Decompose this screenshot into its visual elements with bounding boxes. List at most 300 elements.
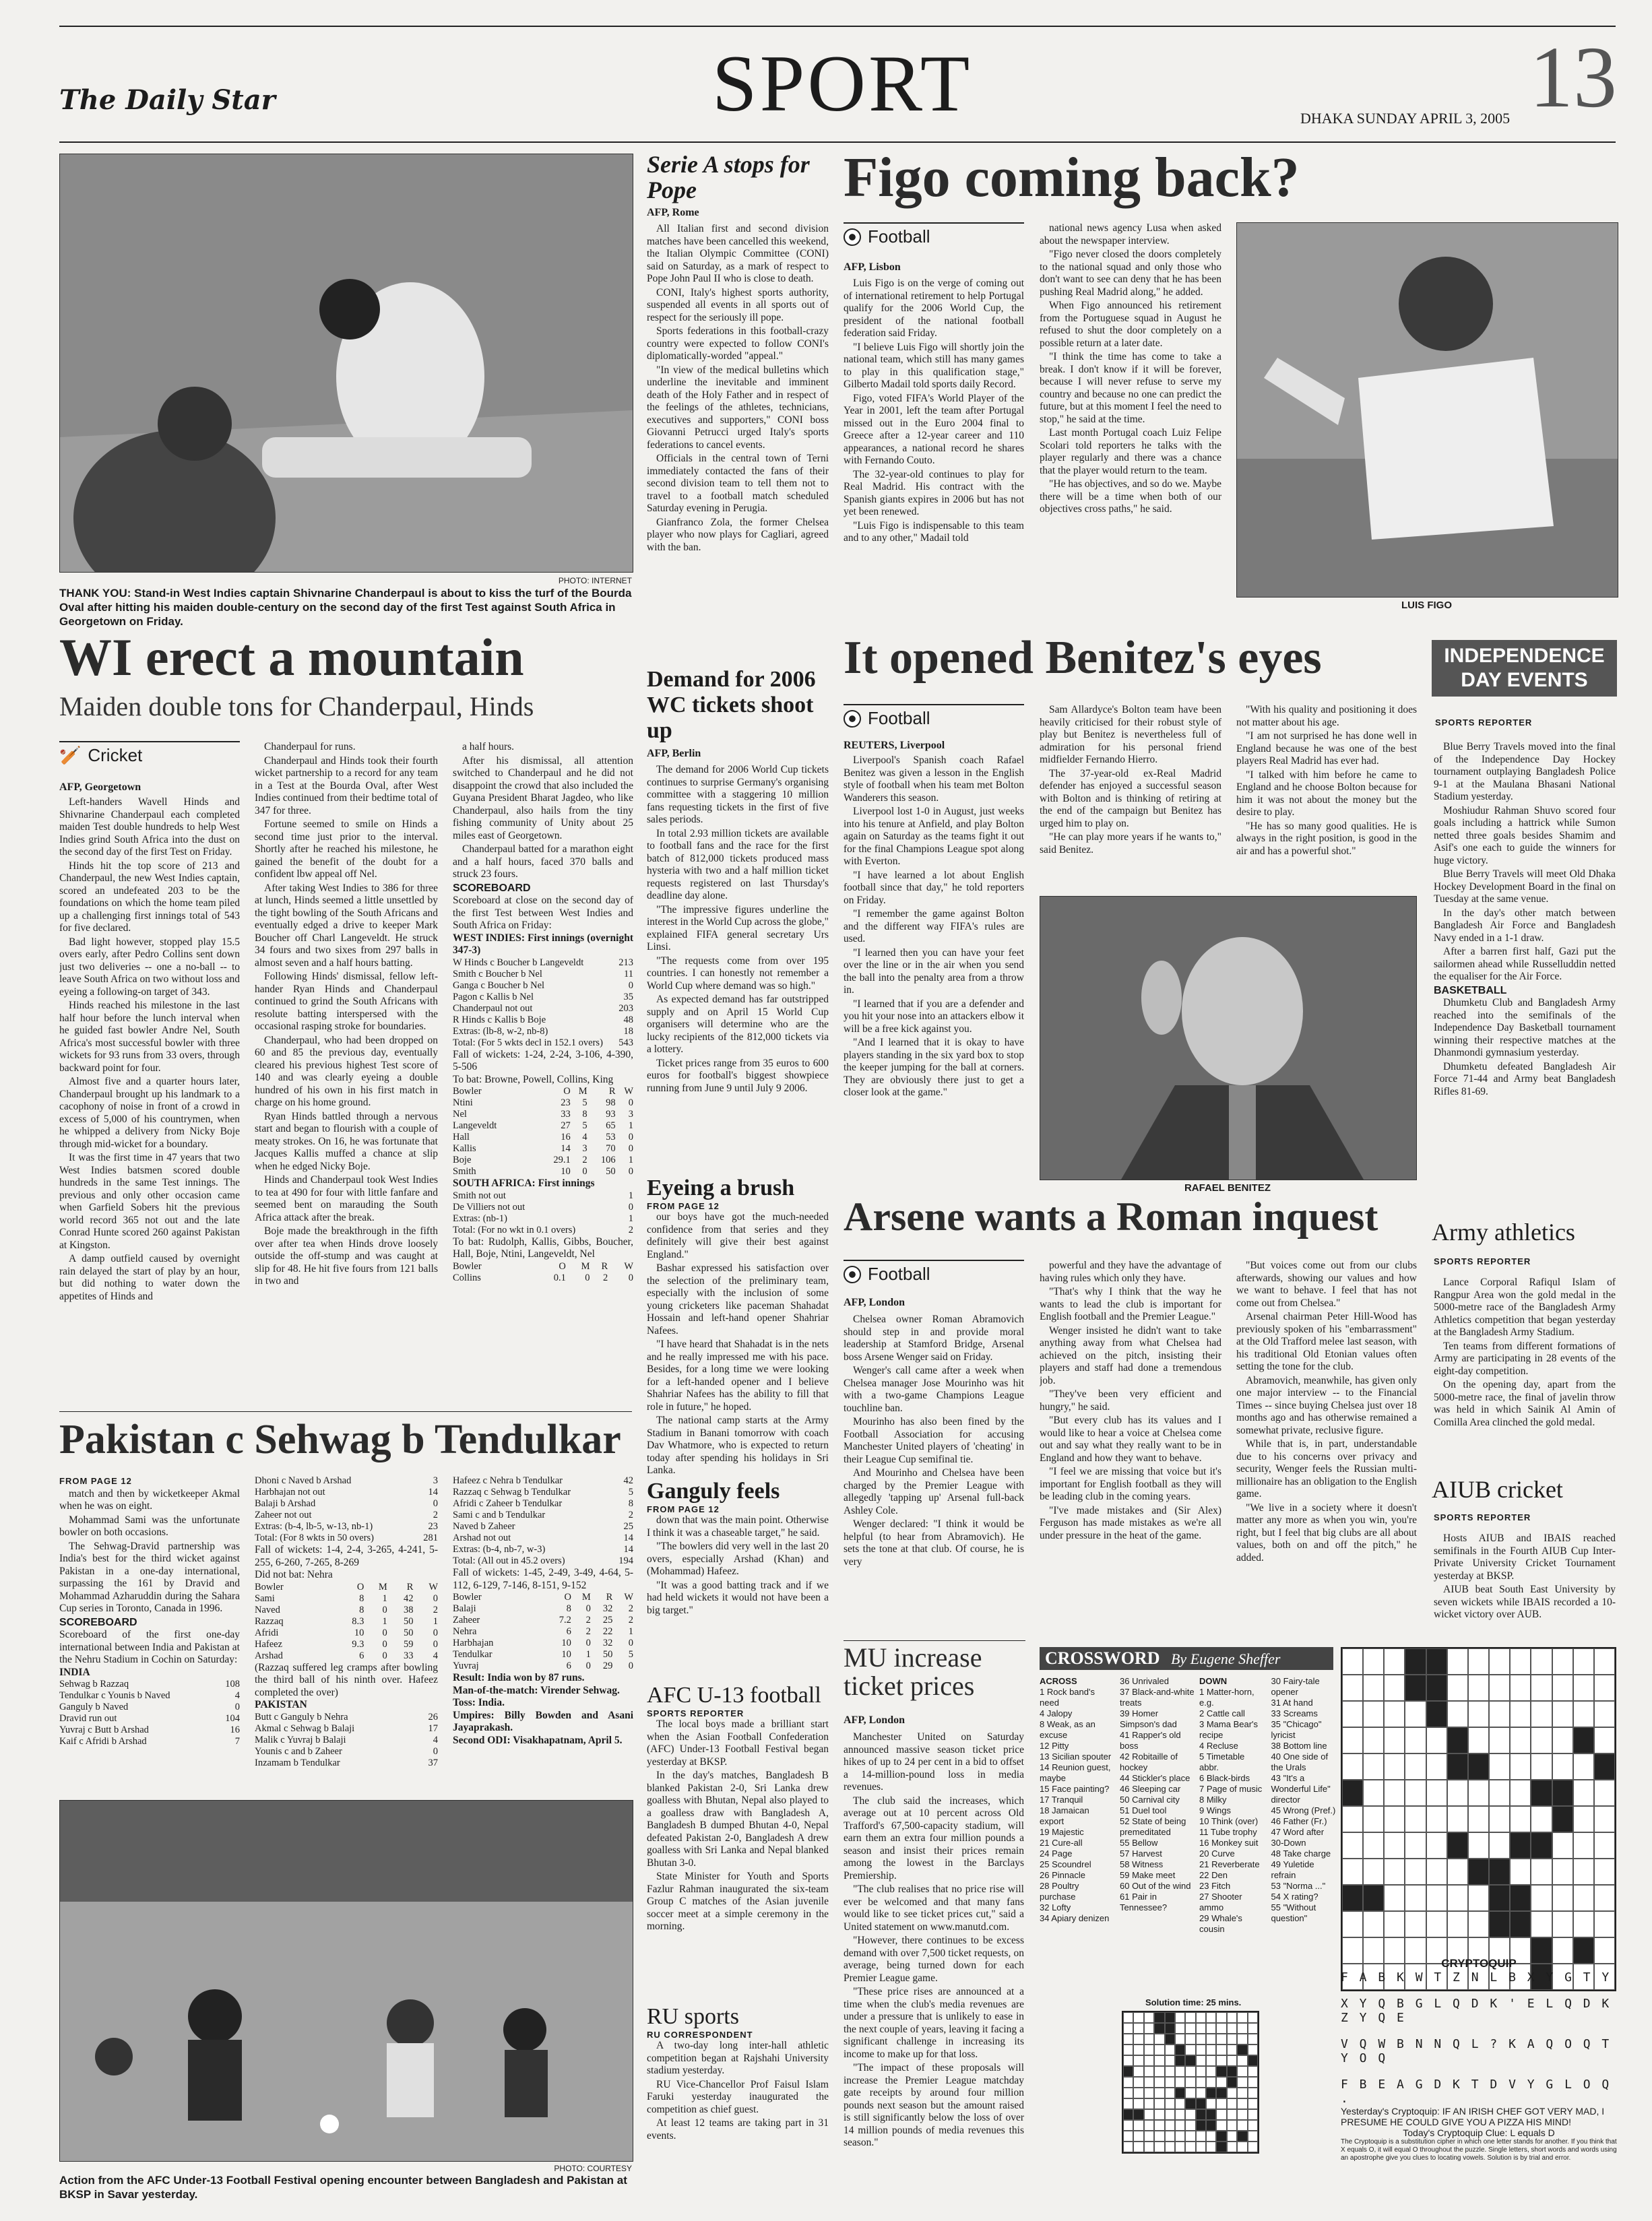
crossword-cell[interactable]: [1447, 1806, 1468, 1832]
crossword-cell[interactable]: [1489, 1806, 1510, 1832]
pak-p2: Mohammad Sami was the unfortunate bowler on both occasions.: [59, 1514, 240, 1538]
crossword-cell[interactable]: [1594, 1832, 1615, 1859]
paper-logo: The Daily Star: [59, 84, 276, 116]
crossword-cell[interactable]: [1594, 1859, 1615, 1885]
pak-scoreboard-title: SCOREBOARD: [59, 1616, 137, 1628]
crossword-cell[interactable]: [1510, 1675, 1531, 1701]
crossword-cell[interactable]: [1531, 1701, 1552, 1727]
crossword-cell[interactable]: [1468, 1885, 1489, 1911]
bowling-row: Hall 16 4 53 0: [453, 1132, 633, 1142]
solution-cell: [1154, 2077, 1164, 2088]
solution-cell: [1144, 2045, 1154, 2055]
score-row: Balaji b Arshad 0: [255, 1498, 438, 1509]
aiub-p1: Hosts AIUB and IBAIS reached semifinals in the Fourth AIUB Cup Inter-Private University Cricket Tournament yesterday at BKSP.: [1434, 1533, 1616, 1582]
arsene-kicker: Football: [844, 1260, 1024, 1285]
afc-p3: State Minister for Youth and Sports Fazlur Rahman inaugurated the six-team Group C matches of the Asian juvenile soccer meet at a simple ceremony in the morning.: [647, 1871, 829, 1932]
wi-c2-p9: Boje made the breakthrough in the fifth over after tea when Hinds drove loosely outside the off-stump and was caught at slip for 48. He hit five fours from 121 balls in two and: [255, 1225, 438, 1287]
crossword-cell[interactable]: [1426, 1806, 1447, 1832]
arsene-c1-p5: Wenger declared: "I think it would be helpful (to hear from Abramovich). He sets the tone at that club. Of course, he is very: [844, 1518, 1024, 1568]
crossword-cell[interactable]: [1405, 1859, 1426, 1885]
crossword-title: CROSSWORD By Eugene Sheffer: [1040, 1647, 1333, 1670]
crossword-cell[interactable]: [1363, 1806, 1384, 1832]
football-icon: [844, 228, 861, 246]
solution-cell: [1175, 2034, 1185, 2045]
basketball-p1: Dhumketu Club and Bangladesh Army reached into the semifinals of the Independence Day Basketball tournament winning their respective matches at the Dhanmondi gymnasium yesterday.: [1434, 997, 1616, 1058]
crossword-cell[interactable]: [1468, 1780, 1489, 1806]
solution-cell: [1154, 2055, 1164, 2066]
crossword-cell[interactable]: [1573, 1701, 1594, 1727]
solution-cell: [1165, 2109, 1175, 2120]
crossword-cell[interactable]: [1342, 1832, 1363, 1859]
crossword-cell[interactable]: [1468, 1911, 1489, 1937]
arsene-c3-p1: "But voices come out from our clubs afterwards, showing our values and how we want to behave. I feel that has not come out from Chelsea.": [1236, 1260, 1417, 1309]
crossword-cell[interactable]: [1510, 1727, 1531, 1753]
serie-a-p1: All Italian first and second division matches have been cancelled this weekend, the Italian Olympic Committee (CONI) said on Saturday, as a mark of respect to Pope John Paul II who is close to death.: [647, 223, 829, 284]
solution-cell: [1206, 2012, 1216, 2023]
crossword-cell[interactable]: [1573, 1885, 1594, 1911]
score-row: Dravid run out 104: [59, 1713, 240, 1724]
wi-c2-p8: Hinds and Chanderpaul took West Indies to tea at 490 for four with little fanfare and seemed bent on marauding the South Africa attack after the break.: [255, 1174, 438, 1223]
solution-cell: [1175, 2098, 1185, 2109]
solution-cell: [1216, 2023, 1226, 2034]
bowling-row: Nehra 6 2 22 1: [453, 1626, 633, 1637]
score-row: Extras: (b-4, lb-5, w-13, nb-1) 23: [255, 1521, 438, 1532]
crossword-clue: 39 Homer Simpson's dad: [1120, 1708, 1177, 1729]
sa-innings-title: SOUTH AFRICA: First innings: [453, 1178, 595, 1189]
crossword-cell[interactable]: [1363, 1675, 1384, 1701]
arsene-c3-p3: Abramovich, meanwhile, has given only one major interview -- to the Financial Times -- since buying Chelsea just over 18 months ago and has otherwise remained a somewhat private, reclusive figure.: [1236, 1374, 1417, 1436]
solution-cell: [1248, 2109, 1258, 2120]
solution-cell: [1144, 2023, 1154, 2034]
crossword-clue: 23 Fitch: [1199, 1881, 1231, 1891]
crossword-cell[interactable]: [1363, 1780, 1384, 1806]
pakistan-innings-table-a: [255, 1712, 438, 1769]
crossword-cell[interactable]: [1363, 1648, 1384, 1675]
solution-cell: [1185, 2023, 1195, 2034]
score-row: Zaheer not out 2: [255, 1510, 438, 1520]
crossword-cell[interactable]: [1531, 1753, 1552, 1780]
crossword-cell: [1405, 1675, 1426, 1701]
crossword-cell[interactable]: [1468, 1832, 1489, 1859]
indep-p5: After a barren first half, Gazi put the sailormen ahead while Russelluddin netted the equaliser for the Air Force.: [1434, 946, 1616, 982]
crossword-cell[interactable]: [1573, 1832, 1594, 1859]
solution-cell: [1216, 2055, 1226, 2066]
crossword-cell[interactable]: [1594, 1911, 1615, 1937]
solution-cell: [1165, 2066, 1175, 2077]
ru-p1: A two-day long inter-hall athletic competition began at Rajshahi University stadium yesterday.: [647, 2040, 829, 2076]
india-innings-table-b: [255, 1475, 438, 1544]
serie-a-p3: Sports federations in this football-crazy country were expected to follow CONI's diplomatically-worded "appeal.": [647, 325, 829, 362]
crossword-cell[interactable]: [1405, 1780, 1426, 1806]
ru-story: [647, 2004, 829, 2201]
crossword-cell[interactable]: [1510, 1753, 1531, 1780]
crossword-clue: 25 Scoundrel: [1040, 1859, 1091, 1869]
crossword-cell: [1510, 1885, 1531, 1911]
indep-p1: Blue Berry Travels moved into the final of the Independence Day Hockey tournament outplaying Bangladesh Police 9-1 at the Maulana Bhasani National Stadium yesterday.: [1434, 741, 1616, 802]
crossword-cell[interactable]: [1468, 1675, 1489, 1701]
solution-cell: [1196, 2109, 1206, 2120]
crossword-cell: [1489, 1885, 1510, 1911]
figo-c2-p5: Last month Portugal coach Luiz Felipe Scolari told reporters he talks with the player regularly and there was a chance that the player would return to the team.: [1040, 427, 1221, 476]
crossword-clue: 17 Tranquil: [1040, 1795, 1083, 1805]
crossword-cell[interactable]: [1426, 1780, 1447, 1806]
bottom-photo-caption: Action from the AFC Under-13 Football Festival opening encounter between Bangladesh and Pakistan at BKSP in Savar yesterday.: [59, 2174, 627, 2201]
crossword-cell[interactable]: [1384, 1648, 1405, 1675]
crossword-cell[interactable]: [1363, 1832, 1384, 1859]
crossword-cell[interactable]: [1468, 1727, 1489, 1753]
solution-cell: [1248, 2023, 1258, 2034]
bowling-row: Balaji 8 0 32 2: [453, 1603, 633, 1614]
army-p3: On the opening day, apart from the 5000-metre race, the final of javelin throw was held in which Sainik Al Amin of Comilla Area clinched the gold medal.: [1434, 1379, 1616, 1428]
solution-cell: [1196, 2131, 1206, 2142]
crossword-cell[interactable]: [1363, 1727, 1384, 1753]
crossword-cell: [1342, 1885, 1363, 1911]
crossword-cell[interactable]: [1552, 1727, 1573, 1753]
solution-cell: [1216, 2088, 1226, 2098]
solution-cell: [1237, 2055, 1247, 2066]
crossword-cell[interactable]: [1384, 1675, 1405, 1701]
solution-cell: [1216, 2066, 1226, 2077]
wi-scoreboard-intro: Scoreboard at close on the second day of the first Test between West Indies and South Africa on Friday:: [453, 895, 633, 931]
solution-cell: [1175, 2088, 1185, 2098]
crossword-cell[interactable]: [1384, 1911, 1405, 1937]
crossword-cell[interactable]: [1594, 1727, 1615, 1753]
afc-p1: The local boys made a brilliant start when the Asian Football Confederation (AFC) Under-13 Football Festival began yesterday at BKSP.: [647, 1718, 829, 1768]
crossword-cell[interactable]: [1384, 1832, 1405, 1859]
crypto-note: The Cryptoquip is a substitution cipher in which one letter stands for another. If you think that X equals O, it will equal O throughout the puzzle. Single letters, short words and words using an apostrophe give you clues to locating vowels. Solution is by trial and error.: [1341, 2138, 1617, 2162]
crossword-clue: 43 "It's a Wonderful Life" director: [1271, 1773, 1331, 1805]
crossword-cell[interactable]: [1468, 1648, 1489, 1675]
solution-cell: [1123, 2066, 1133, 2077]
score-row: Malik c Yuvraj b Balaji 4: [255, 1734, 438, 1745]
solution-cell: [1196, 2055, 1206, 2066]
solution-cell: [1175, 2045, 1185, 2055]
crossword-clue: 21 Cure-all: [1040, 1838, 1083, 1848]
crossword-cell[interactable]: [1342, 1675, 1363, 1701]
solution-cell: [1248, 2077, 1258, 2088]
crossword-cell[interactable]: [1489, 1780, 1510, 1806]
score-row: W Hinds c Boucher b Langeveldt 213: [453, 957, 633, 968]
solution-cell: [1133, 2012, 1143, 2023]
crossword-cell: [1405, 1648, 1426, 1675]
solution-cell: [1144, 2098, 1154, 2109]
crossword-cell[interactable]: [1384, 1806, 1405, 1832]
crossword-cell[interactable]: [1573, 1675, 1594, 1701]
crossword-clue: 45 Wrong (Pref.): [1271, 1805, 1336, 1815]
crossword-cell[interactable]: [1447, 1701, 1468, 1727]
arsene-c2-p4: "They've been very efficient and hungry," he said.: [1040, 1388, 1221, 1413]
solution-cell: [1154, 2066, 1164, 2077]
indep-p4: In the day's other match between Bangladesh Air Force and Bangladesh Navy ended in a 1-1 draw.: [1434, 907, 1616, 944]
crossword-cell[interactable]: [1426, 1753, 1447, 1780]
crossword-cell[interactable]: [1510, 1859, 1531, 1885]
solution-cell: [1227, 2142, 1237, 2152]
solution-cell: [1248, 2120, 1258, 2131]
crossword-cell: [1489, 1859, 1510, 1885]
crossword-cell[interactable]: [1468, 1806, 1489, 1832]
crossword-cell[interactable]: [1405, 1806, 1426, 1832]
crossword-cell[interactable]: [1489, 1753, 1510, 1780]
crossword-clue: 9 Wings: [1199, 1805, 1231, 1815]
crossword-cell[interactable]: [1342, 1701, 1363, 1727]
crossword-cell[interactable]: [1573, 1911, 1594, 1937]
solution-cell: [1248, 2055, 1258, 2066]
solution-cell: [1216, 2142, 1226, 2152]
solution-cell: [1227, 2098, 1237, 2109]
crossword-clue: 1 Matter-horn, e.g.: [1199, 1687, 1254, 1708]
solution-cell: [1175, 2055, 1185, 2066]
solution-cell: [1185, 2012, 1195, 2023]
crossword-cell[interactable]: [1384, 1885, 1405, 1911]
football-icon: [844, 710, 861, 728]
benitez-c3-p4: "He has so many good qualities. He is always in the right position, is good in the air and has a powerful shot.": [1236, 820, 1417, 857]
crossword-cell[interactable]: [1405, 1832, 1426, 1859]
crossword-cell[interactable]: [1405, 1885, 1426, 1911]
crossword-cell: [1552, 1806, 1573, 1832]
crossword-cell: [1468, 1859, 1489, 1885]
solution-cell: [1206, 2055, 1216, 2066]
crossword-cell[interactable]: [1447, 1859, 1468, 1885]
mu-byline: AFP, London: [844, 1714, 905, 1726]
crossword-cell[interactable]: [1342, 1648, 1363, 1675]
crossword-cell[interactable]: [1447, 1911, 1468, 1937]
bowling-row: Hafeez 9.3 0 59 0: [255, 1638, 438, 1650]
crossword-clue: 3 Mama Bear's recipe: [1199, 1719, 1259, 1740]
crossword-cell[interactable]: [1594, 1648, 1615, 1675]
benitez-kicker: Football: [844, 704, 1024, 729]
solution-cell: [1248, 2088, 1258, 2098]
pakistan-title: PAKISTAN: [255, 1699, 307, 1710]
solution-cell: [1123, 2098, 1133, 2109]
crossword-cell[interactable]: [1552, 1753, 1573, 1780]
solution-cell: [1185, 2055, 1195, 2066]
crossword-cell[interactable]: [1405, 1911, 1426, 1937]
crossword-cell[interactable]: [1426, 1859, 1447, 1885]
score-row: Tendulkar c Younis b Naved 4: [59, 1690, 240, 1701]
benitez-photo: [1040, 896, 1417, 1180]
score-row: Yuvraj c Butt b Arshad 16: [59, 1725, 240, 1735]
crossword-cell[interactable]: [1426, 1911, 1447, 1937]
crossword-cell[interactable]: [1594, 1885, 1615, 1911]
crossword-cell[interactable]: [1573, 1648, 1594, 1675]
solution-cell: [1133, 2142, 1143, 2152]
crossword-clue: 15 Face painting?: [1040, 1784, 1110, 1794]
wi-c2-p2: Chanderpaul and Hinds took their fourth wicket partnership to a record for any team in a Test at the Bourda Oval, after West Indies continued from their bedtime total of 347 for three.: [255, 754, 438, 816]
sa-bowling-table: [453, 1261, 633, 1284]
crossword-clue: 27 Shooter ammo: [1199, 1892, 1242, 1912]
crossword-cell[interactable]: [1489, 1701, 1510, 1727]
crossword-cell[interactable]: [1363, 1701, 1384, 1727]
arsene-headline: Arsene wants a Roman inquest: [844, 1194, 1378, 1239]
wi-to-bat: To bat: Browne, Powell, Collins, King: [453, 1073, 614, 1085]
crossword-clue: 53 "Norma ...": [1271, 1881, 1326, 1891]
figo-c2-p2: "Figo never closed the doors completely to the national squad and only those who don't want to see can deny that he has been pushing Real Madrid along," he added.: [1040, 249, 1221, 298]
solution-cell: [1123, 2045, 1133, 2055]
arsene-c2-p1: powerful and they have the advantage of having rules which only they have.: [1040, 1260, 1221, 1284]
solution-cell: [1154, 2088, 1164, 2098]
crossword-cell[interactable]: [1426, 1727, 1447, 1753]
crossword-cell[interactable]: [1447, 1675, 1468, 1701]
solution-cell: [1216, 2012, 1226, 2023]
crossword-cell[interactable]: [1552, 1701, 1573, 1727]
crossword-cell[interactable]: [1384, 1727, 1405, 1753]
solution-cell: [1216, 2109, 1226, 2120]
afc-p2: In the day's matches, Bangladesh B blanked Pakistan 2-0, Sri Lanka drew goalless with Bhutan, Nepal also played to a goalless draw with Bangladesh A, Bangladesh B dumped Bhutan 4-0, Nepal defeated Pakistan 2-0, Bangladesh A drew goalless with Sri Lanka and Nepal blanked Bhutan 3-0.: [647, 1770, 829, 1869]
crossword-cell[interactable]: [1426, 1832, 1447, 1859]
crossword-clue: 10 Think (over): [1199, 1816, 1259, 1826]
crossword-cell[interactable]: [1342, 1753, 1363, 1780]
mu-p4: "However, there continues to be excess demand with over 7,500 ticket requests, on average, being turned down for each Premier League game.: [844, 1935, 1024, 1984]
wi-c1-p4: Hinds reached his milestone in the last half hour before the lunch interval when he guided fast bowler Andre Nel, South Africa's most successful bowler with three wickets for 93 runs from 33 overs, through backward point for four.: [59, 1000, 240, 1074]
crypto-yesterday: Yesterday's Cryptoquip: IF AN IRISH CHEF GOT VERY MAD, I PRESUME HE COULD GIVE YOU A PIZZA HIS MIND!: [1341, 2106, 1605, 2127]
solution-cell: [1227, 2131, 1237, 2142]
wi-innings-title: WEST INDIES: First innings (overnight 347-3): [453, 932, 633, 956]
score-row: Total: (For 5 wkts decl in 152.1 overs) 543: [453, 1037, 633, 1048]
crossword-cell[interactable]: [1573, 1753, 1594, 1780]
crossword-cell[interactable]: [1489, 1727, 1510, 1753]
crossword-cell[interactable]: [1573, 1806, 1594, 1832]
crossword-cell[interactable]: [1489, 1832, 1510, 1859]
crossword-cell[interactable]: [1342, 1806, 1363, 1832]
solution-cell: [1123, 2142, 1133, 2152]
crossword-cell[interactable]: [1384, 1701, 1405, 1727]
solution-cell: [1144, 2077, 1154, 2088]
crossword-cell[interactable]: [1426, 1885, 1447, 1911]
crossword-cell[interactable]: [1510, 1701, 1531, 1727]
mu-p3: "The club realises that no price rise will ever be welcomed and that many fans would like to see ticket prices cut," said a United statement on www.manutd.com.: [844, 1884, 1024, 1933]
crossword-clue: 28 Poultry purchase: [1040, 1881, 1079, 1902]
solution-cell: [1133, 2023, 1143, 2034]
crossword-cell[interactable]: [1447, 1780, 1468, 1806]
benitez-c1-p3: "I have learned a lot about English football since that day," he told reporters on Friday.: [844, 869, 1024, 906]
crossword-cell[interactable]: [1363, 1753, 1384, 1780]
crossword-cell[interactable]: [1531, 1859, 1552, 1885]
army-p1: Lance Corporal Rafiqul Islam of Rangpur Area won the gold medal in the 5000-metre race of the Bangladesh Army Athletics competition that began yesterday at the Bangladesh Army Stadium.: [1434, 1277, 1616, 1338]
crossword-cell[interactable]: [1552, 1675, 1573, 1701]
crossword-cell[interactable]: [1531, 1727, 1552, 1753]
crossword-cell[interactable]: [1552, 1911, 1573, 1937]
solution-cell: [1237, 2120, 1247, 2131]
crossword-cell[interactable]: [1363, 1859, 1384, 1885]
wc-p3: "The impressive figures underline the interest in the World Cup across the globe," explained FIFA general secretary Urs Linsi.: [647, 903, 829, 953]
crossword-clue: 36 Unrivaled: [1120, 1676, 1169, 1686]
crossword-clue: 26 Pinnacle: [1040, 1870, 1085, 1880]
crossword-cell[interactable]: [1531, 1648, 1552, 1675]
arsene-byline: AFP, London: [844, 1297, 905, 1308]
crossword-cell[interactable]: [1594, 1701, 1615, 1727]
crossword-cell[interactable]: [1531, 1806, 1552, 1832]
benitez-photo-caption: RAFAEL BENITEZ: [1184, 1182, 1271, 1194]
crossword-cell[interactable]: [1342, 1911, 1363, 1937]
crossword-cell[interactable]: [1552, 1648, 1573, 1675]
figo-kicker: Football: [844, 222, 1024, 247]
crossword-cell[interactable]: [1363, 1911, 1384, 1937]
bowling-row: Nel 33 8 93 3: [453, 1109, 633, 1120]
benitez-c3-p3: "I talked with him before he came to England and he choose Bolton because for him it was not about the money but the desire to play.: [1236, 769, 1417, 818]
crossword-cell[interactable]: [1573, 1780, 1594, 1806]
crossword-cell[interactable]: [1342, 1859, 1363, 1885]
crossword-clue: 14 Reunion guest, maybe: [1040, 1762, 1111, 1783]
wi-c1-p2: Hinds hit the top score of 213 and Chanderpaul, the new West Indies captain, scored an undefeated 203 to be the foundations on which the home team piled up a challenging first innings total of 543 for five declared.: [59, 860, 240, 934]
solution-cell: [1154, 2109, 1164, 2120]
crossword-cell[interactable]: [1468, 1701, 1489, 1727]
crossword-cell[interactable]: [1594, 1806, 1615, 1832]
wi-c3-p2: After his dismissal, all attention switched to Chanderpaul and he did not disappoint the crowd that also included the Guyana President Bharat Jagdeo, who like Chanderpaul, also hails from the tiny fishing community of Unity about 25 miles east of Georgetown.: [453, 754, 633, 841]
crossword-cell[interactable]: [1510, 1806, 1531, 1832]
crossword-clue: 1 Rock band's need: [1040, 1687, 1095, 1708]
crossword-cell[interactable]: [1405, 1727, 1426, 1753]
solution-cell: [1133, 2109, 1143, 2120]
ru-body: [647, 2040, 829, 2201]
bowling-row: Bowler O M R W: [453, 1086, 633, 1097]
crossword-cell[interactable]: [1531, 1911, 1552, 1937]
solution-cell: [1227, 2077, 1237, 2088]
figo-c1-p5: "Luis Figo is indispensable to this team and to any other," Madail told: [844, 519, 1024, 544]
crossword-cell[interactable]: [1342, 1727, 1363, 1753]
crossword-cell[interactable]: [1447, 1885, 1468, 1911]
solution-cell: [1133, 2098, 1143, 2109]
wi-c1-p6: It was the first time in 47 years that two West Indies batsmen scored double hundreds in the same Test innings. The previous and only other occasion came when Garfield Sobers hit the previous world record 365 not out and the late Conrad Hunte scored 260 against Pakistan at Kingston.: [59, 1152, 240, 1251]
arsene-c2-p5: "But every club has its values and I would like to hear a voice at Chelsea come out and say what they really want to be in England and how they want to behave.: [1040, 1415, 1221, 1464]
wi-kicker: 🏏 Cricket: [59, 741, 240, 766]
crossword-cell[interactable]: [1489, 1648, 1510, 1675]
wc-body: [647, 764, 829, 1114]
solution-cell: [1206, 2023, 1216, 2034]
crossword-clue: 48 Take charge: [1271, 1848, 1331, 1859]
crossword-grid[interactable]: [1341, 1647, 1616, 1991]
crossword-cell[interactable]: [1594, 1675, 1615, 1701]
crossword-clue: 35 "Chicago" lyricist: [1271, 1719, 1322, 1740]
crossword-cell[interactable]: [1384, 1859, 1405, 1885]
crossword-cell[interactable]: [1489, 1675, 1510, 1701]
crossword-cell[interactable]: [1510, 1780, 1531, 1806]
crossword-cell[interactable]: [1384, 1780, 1405, 1806]
crossword-cell[interactable]: [1510, 1648, 1531, 1675]
solution-cell: [1144, 2066, 1154, 2077]
crypto-line-3: V Q W B N N Q L ? K A Q O Q T Y O Q: [1341, 2037, 1612, 2065]
solution-cell: [1144, 2120, 1154, 2131]
solution-cell: [1154, 2045, 1164, 2055]
solution-cell: [1206, 2077, 1216, 2088]
pak-bowling-table: [255, 1582, 438, 1662]
arsene-c3-p2: Arsenal chairman Peter Hill-Wood has previously spoken of his "embarrassment" at the Old Trafford melee last season, with his traditional Old Etonian values often setting the tone for the club.: [1236, 1311, 1417, 1372]
crossword-cell[interactable]: [1447, 1648, 1468, 1675]
crossword-cell[interactable]: [1531, 1885, 1552, 1911]
crossword-clue: 22 Den: [1199, 1870, 1228, 1880]
crossword-cell: [1426, 1675, 1447, 1701]
crossword-cell[interactable]: [1552, 1859, 1573, 1885]
solution-cell: [1206, 2131, 1216, 2142]
crossword-cell[interactable]: [1573, 1859, 1594, 1885]
crossword-cell[interactable]: [1531, 1675, 1552, 1701]
crossword-cell[interactable]: [1552, 1832, 1573, 1859]
arsene-c2-p2: "That's why I think that the way he wants to lead the club is important for English football and the Premier League.": [1040, 1286, 1221, 1322]
army-p2: Ten teams from different formations of Army are participating in 28 events of the eight-day competition.: [1434, 1340, 1616, 1377]
solution-cell: [1237, 2066, 1247, 2077]
section-title: SPORT: [711, 38, 973, 128]
crossword-cell[interactable]: [1594, 1780, 1615, 1806]
eyeing-p2: Bashar expressed his satisfaction over the selection of the preliminary team, especially with the inclusion of some young cricketers like paceman Shahadat Hossain and left-hand opener Shahriar Nafees.: [647, 1262, 829, 1337]
crossword-cell[interactable]: [1405, 1701, 1426, 1727]
crossword-cell[interactable]: [1384, 1753, 1405, 1780]
crossword-cell[interactable]: [1405, 1753, 1426, 1780]
solution-cell: [1144, 2088, 1154, 2098]
solution-cell: [1185, 2045, 1195, 2055]
score-row: Afridi c Zaheer b Tendulkar 8: [453, 1498, 633, 1509]
crossword-cell: [1363, 1885, 1384, 1911]
crossword-cell[interactable]: [1552, 1885, 1573, 1911]
solution-cell: [1165, 2098, 1175, 2109]
